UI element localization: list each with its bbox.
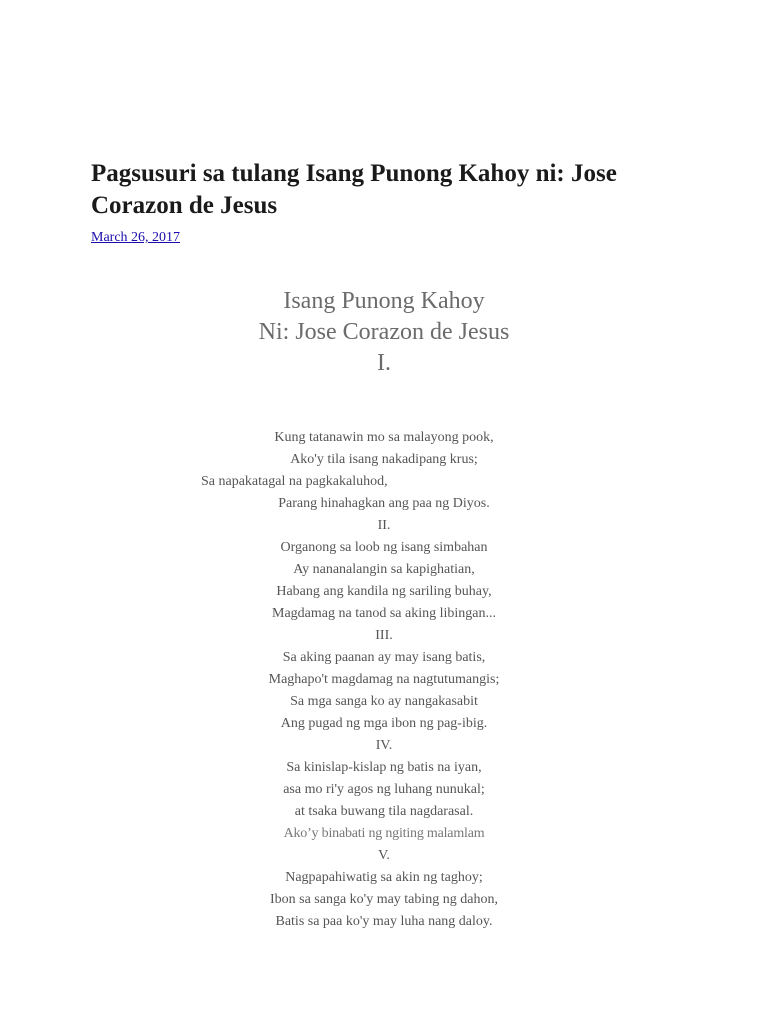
poem-line: Maghapo't magdamag na nagtutumangis; [268, 672, 500, 687]
poem-line: Ang pugad ng mga ibon ng pag-ibig. [280, 716, 488, 731]
poem-author: Ni: Jose Corazon de Jesus [258, 319, 510, 345]
poem-line: Sa napakatagal na pagkakaluhod, [201, 474, 388, 489]
poem-line: Ay nananalangin sa kapighatian, [293, 562, 475, 577]
post-date-link[interactable]: March 26, 2017 [91, 230, 181, 245]
stanza-number: III. [375, 628, 393, 643]
poem-line: Parang hinahagkan ang paa ng Diyos. [278, 496, 490, 511]
stanza-number: IV. [375, 738, 393, 753]
stanza-number: II. [377, 518, 391, 533]
poem-line: Sa aking paanan ay may isang batis, [282, 650, 486, 665]
poem-line: Habang ang kandila ng sariling buhay, [276, 584, 492, 599]
stanza-number: V. [378, 848, 390, 863]
post-title: Pagsusuri sa tulang Isang Punong Kahoy ni: Jose Corazon de Jesus [91, 160, 617, 219]
poem-line: asa mo ri'y agos ng luhang nunukal; [283, 782, 485, 797]
poem-line: at tsaka buwang tila nagdarasal. [294, 804, 474, 819]
poem-line: Sa kinislap-kislap ng batis na iyan, [286, 760, 482, 775]
poem-line: Ako’y binabati ng ngiting malamlam [283, 826, 485, 841]
poem-line: Magdamag na tanod sa aking libingan... [272, 606, 496, 621]
poem-title: Isang Punong Kahoy [283, 288, 485, 314]
poem-stanza-number: I. [377, 350, 391, 376]
poem-line: Sa mga sanga ko ay nangakasabit [290, 694, 478, 709]
poem-line: Ibon sa sanga ko'y may tabing ng dahon, [269, 892, 499, 907]
poem-line: Batis sa paa ko'y may luha nang daloy. [275, 914, 493, 929]
poem-line: Ako'y tila isang nakadipang krus; [290, 452, 478, 467]
poem-line: Organong sa loob ng isang simbahan [280, 540, 488, 555]
poem-line: Kung tatanawin mo sa malayong pook, [274, 430, 494, 445]
poem-line: Nagpapahiwatig sa akin ng taghoy; [285, 870, 483, 885]
